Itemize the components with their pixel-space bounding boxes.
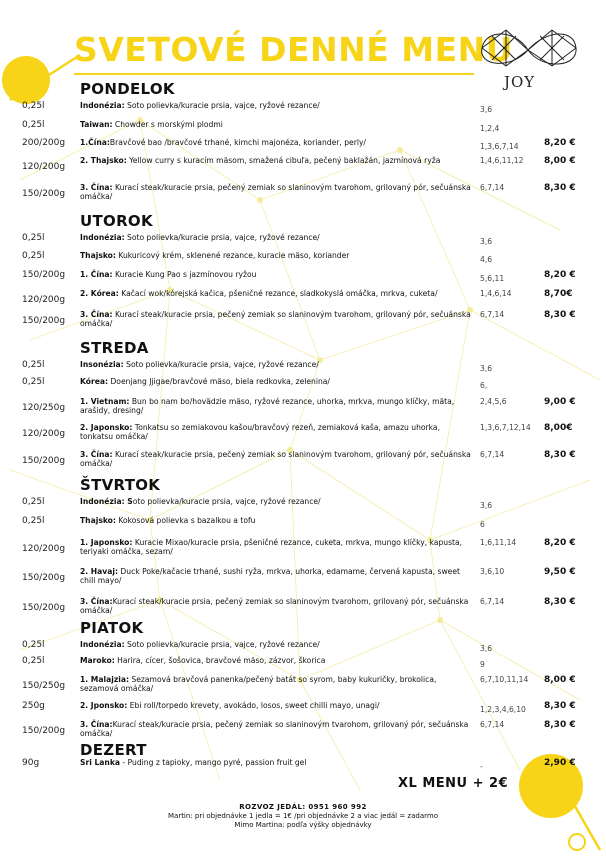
- item-allergens: 5,6,11: [480, 274, 505, 283]
- item-description: [80, 251, 475, 260]
- item-price: 8,30 €: [544, 183, 576, 193]
- item-text: Yellow curry s kuracím mäsom, smažená cibuľa, pečený baklažán, jazmínová ryža: [126, 156, 441, 165]
- item-quantity: 0,25l: [22, 377, 45, 387]
- day-heading: ŠTVRTOK: [80, 476, 161, 494]
- item-text: Doenjang Jjigae/bravčové mäso, biela redkovka, zelenina/: [108, 377, 330, 386]
- item-price: 8,70€: [544, 289, 573, 299]
- item-quantity: 0,25l: [22, 251, 45, 261]
- item-text: Bravčové bao /bravčové trhané, kimchi majonéza, koriander, perly/: [109, 138, 366, 147]
- item-allergens: 6,7,14: [480, 720, 505, 729]
- item-description: [80, 758, 475, 767]
- item-country: 2. Japonsko:: [80, 423, 133, 432]
- footer: [0, 803, 606, 830]
- item-quantity: 150/200g: [22, 270, 66, 280]
- item-price: 8,30 €: [544, 701, 576, 711]
- item-description: [80, 675, 475, 693]
- item-text: Tonkatsu so zemiakovou kašou/bravčový rezeň, zemiaková kaša, amazu uhorka, tonkatsu omáčka/: [80, 423, 441, 441]
- item-quantity: 150/200g: [22, 726, 66, 736]
- item-description: [80, 183, 475, 201]
- item-allergens: 2,4,5,6: [480, 397, 507, 406]
- item-allergens: 3,6: [480, 364, 493, 373]
- item-allergens: 9: [480, 660, 485, 669]
- day-heading: UTOROK: [80, 212, 153, 230]
- item-country: 1. Vietnam:: [80, 397, 130, 406]
- item-country: 1. Malajzia:: [80, 675, 130, 684]
- item-price: 9,50 €: [544, 567, 576, 577]
- logo-text: JOY: [504, 73, 536, 91]
- item-description: [80, 270, 475, 279]
- item-allergens: 1,3,6,7,14: [480, 142, 519, 151]
- item-allergens: 1,4,6,14: [480, 289, 512, 298]
- item-country: 2. Jponsko:: [80, 701, 128, 710]
- item-allergens: 1,2,4: [480, 124, 500, 133]
- item-text: Soto polievka/kuracie prsia, vajce, ryžové rezance/: [124, 640, 320, 649]
- item-description: [80, 701, 475, 710]
- item-allergens: 6,7,14: [480, 597, 505, 606]
- item-text: Kurací steak/kuracie prsia, pečený zemiak so slaninovým tvarohom, grilovaný pór, sečuánska omáčka/: [80, 183, 471, 201]
- title-underline: [74, 73, 474, 75]
- item-allergens: 3,6,10: [480, 567, 505, 576]
- item-description: [80, 450, 475, 468]
- item-quantity: 0,25l: [22, 516, 45, 526]
- item-quantity: 150/250g: [22, 681, 66, 691]
- day-heading: STREDA: [80, 339, 149, 357]
- item-allergens: -: [480, 762, 483, 771]
- item-quantity: 120/200g: [22, 295, 66, 305]
- item-country: 2. Kórea:: [80, 289, 119, 298]
- item-quantity: 200/200g: [22, 138, 66, 148]
- item-text: Duck Poke/kačacie trhané, sushi ryža, mrkva, uhorka, edamame, červená kapusta, sweet chili mayo/: [80, 567, 460, 585]
- item-quantity: 0,25l: [22, 497, 45, 507]
- item-country: Indonézia:: [80, 233, 125, 242]
- item-price: 8,30 €: [544, 450, 576, 460]
- item-description: [80, 138, 475, 147]
- item-country: 1. Japonsko:: [80, 538, 133, 547]
- item-text: Kurací steak/kuracie prsia, pečený zemiak so slaninovým tvarohom, grilovaný pór, sečuánska omáčka/: [80, 310, 471, 328]
- item-allergens: 6,: [480, 381, 488, 390]
- item-quantity: 0,25l: [22, 656, 45, 666]
- item-country: Thajsko:: [80, 251, 116, 260]
- item-description: [80, 720, 475, 738]
- item-text: Kačací wok/kórejská kačica, pšeničné rezance, sladkokyslá omáčka, mrkva, cuketa/: [118, 289, 438, 298]
- item-allergens: 6,7,10,11,14: [480, 675, 529, 684]
- item-country: 3. Čína:: [80, 450, 113, 459]
- item-country: 2. Thajsko:: [80, 156, 127, 165]
- item-description: [80, 101, 475, 110]
- item-text: Kurací steak/kuracie prsia, pečený zemiak so slaninovým tvarohom, grilovaný pór, sečuánska omáčka/: [80, 597, 469, 615]
- item-text: Sezamová bravčová panenka/pečený batát so syrom, baby kukuričky, brokolica, sezamová omáčka/: [80, 675, 437, 693]
- item-allergens: 6: [480, 520, 485, 529]
- item-text: Harira, cícer, šošovica, bravčové mäso, zázvor, škorica: [114, 656, 326, 665]
- item-allergens: 6,7,14: [480, 450, 505, 459]
- delivery-note-martin: Martin: pri objednávke 1 jedla = 1€ /pri objednávke 2 a viac jedál = zadarmo: [167, 812, 438, 820]
- item-country: 3. Čína:: [80, 310, 113, 319]
- item-country: Sri Lanka: [80, 758, 121, 767]
- item-text: Soto polievka/kuracie prsia, vajce, ryžové rezance/: [124, 101, 320, 110]
- item-text: - Puding z tapioky, mango pyré, passion fruit gel: [120, 758, 307, 767]
- item-description: [80, 640, 475, 649]
- item-text: Kuracie Kung Pao s jazmínovou ryžou: [112, 270, 257, 279]
- item-text: Kurací steak/kuracie prsia, pečený zemiak so slaninovým tvarohom, grilovaný pór, sečuánska omáčka/: [80, 720, 469, 738]
- item-quantity: 90g: [22, 758, 40, 768]
- item-allergens: 1,6,11,14: [480, 538, 517, 547]
- item-country: Maroko:: [80, 656, 115, 665]
- item-price: 8,30 €: [544, 310, 576, 320]
- item-country: Indonézia:: [80, 101, 125, 110]
- item-quantity: 0,25l: [22, 101, 45, 111]
- day-heading: PONDELOK: [80, 80, 175, 98]
- item-quantity: 150/200g: [22, 316, 66, 326]
- item-price: 2,90 €: [544, 758, 576, 768]
- item-description: [80, 656, 475, 665]
- item-allergens: 3,6: [480, 644, 493, 653]
- item-country: Indonézia:: [80, 640, 125, 649]
- item-description: [80, 360, 475, 369]
- item-price: 8,20 €: [544, 138, 576, 148]
- item-country: Kórea:: [80, 377, 109, 386]
- item-country: 3. Čína:: [80, 597, 113, 606]
- item-country: Indonézia: S: [80, 497, 133, 506]
- item-price: 8,30 €: [544, 597, 576, 607]
- item-text: Bun bo nam bo/hovädzie mäso, ryžové rezance, uhorka, mrkva, mungo klíčky, mäta, arašidy, dresing/: [80, 397, 455, 415]
- item-price: 8,20 €: [544, 538, 576, 548]
- item-text: Kuracie Mixao/kuracie prsia, pšeničné rezance, cuketa, mrkva, mungo klíčky, kapusta, teriyaki omáčka, sezam/: [80, 538, 463, 556]
- item-country: Taiwan:: [80, 120, 113, 129]
- item-description: [80, 516, 475, 525]
- item-price: 8,30 €: [544, 720, 576, 730]
- item-description: [80, 567, 475, 585]
- item-quantity: 0,25l: [22, 233, 45, 243]
- item-description: [80, 423, 475, 441]
- item-quantity: 0,25l: [22, 360, 45, 370]
- item-description: [80, 233, 475, 242]
- item-allergens: 6,7,14: [480, 183, 505, 192]
- item-price: 9,00 €: [544, 397, 576, 407]
- item-quantity: 150/200g: [22, 189, 66, 199]
- item-allergens: 3,6: [480, 105, 493, 114]
- xl-menu-note: XL MENU + 2€: [398, 776, 509, 791]
- item-allergens: 3,6: [480, 501, 493, 510]
- item-quantity: 120/200g: [22, 544, 66, 554]
- item-text: Soto polievka/kuracie prsia, vajce, ryžové rezance/: [123, 360, 319, 369]
- item-quantity: 0,25l: [22, 640, 45, 650]
- item-quantity: 120/200g: [22, 162, 66, 172]
- item-allergens: 4,6: [480, 255, 493, 264]
- item-text: Kukuricový krém, sklenené rezance, kuracie mäso, koriander: [115, 251, 350, 260]
- item-allergens: 1,3,6,7,12,14: [480, 423, 531, 432]
- delivery-note-outside: Mimo Martina: podľa výšky objednávky: [234, 821, 372, 829]
- item-description: [80, 120, 475, 129]
- day-heading: DEZERT: [80, 741, 147, 759]
- menu-title: SVETOVÉ DENNÉ MENU: [74, 30, 514, 69]
- item-country: 1.Čína:: [80, 138, 110, 147]
- item-text: Chowder s morskými plodmi: [112, 120, 223, 129]
- item-allergens: 3,6: [480, 237, 493, 246]
- item-description: [80, 377, 475, 386]
- item-description: [80, 156, 475, 165]
- item-allergens: 1,4,6,11,12: [480, 156, 524, 165]
- item-text: Kokosová polievka s bazalkou a tofu: [115, 516, 256, 525]
- item-description: [80, 497, 475, 506]
- item-price: 8,00€: [544, 423, 573, 433]
- item-description: [80, 397, 475, 415]
- item-text: Ebi roll/torpedo krevety, avokádo, losos, sweet chilli mayo, unagi/: [127, 701, 380, 710]
- item-country: Thajsko:: [80, 516, 116, 525]
- item-description: [80, 289, 475, 298]
- item-description: [80, 597, 475, 615]
- item-quantity: 120/250g: [22, 403, 66, 413]
- day-heading: PIATOK: [80, 619, 144, 637]
- item-description: [80, 538, 475, 556]
- item-country: 3. Čína:: [80, 720, 113, 729]
- item-quantity: 150/200g: [22, 603, 66, 613]
- item-country: 2. Havaj:: [80, 567, 119, 576]
- item-country: 1. Čína:: [80, 270, 113, 279]
- item-text: Kurací steak/kuracie prsia, pečený zemiak so slaninovým tvarohom, grilovaný pór, sečuánska omáčka/: [80, 450, 471, 468]
- item-quantity: 150/200g: [22, 573, 66, 583]
- item-quantity: 150/200g: [22, 456, 66, 466]
- item-quantity: 0,25l: [22, 120, 45, 130]
- item-text: Soto polievka/kuracie prsia, vajce, ryžové rezance/: [124, 233, 320, 242]
- item-price: 8,20 €: [544, 270, 576, 280]
- delivery-phone: ROZVOZ JEDÁL: 0951 960 992: [239, 803, 367, 811]
- item-quantity: 250g: [22, 701, 45, 711]
- item-country: 3. Čína:: [80, 183, 113, 192]
- item-price: 8,00 €: [544, 156, 576, 166]
- item-quantity: 120/200g: [22, 429, 66, 439]
- item-allergens: 1,2,3,4,6,10: [480, 705, 526, 714]
- item-allergens: 6,7,14: [480, 310, 505, 319]
- item-text: oto polievka/kuracie prsia, vajce, ryžové rezance/: [132, 497, 321, 506]
- item-price: 8,00 €: [544, 675, 576, 685]
- item-country: Insonézia:: [80, 360, 124, 369]
- item-description: [80, 310, 475, 328]
